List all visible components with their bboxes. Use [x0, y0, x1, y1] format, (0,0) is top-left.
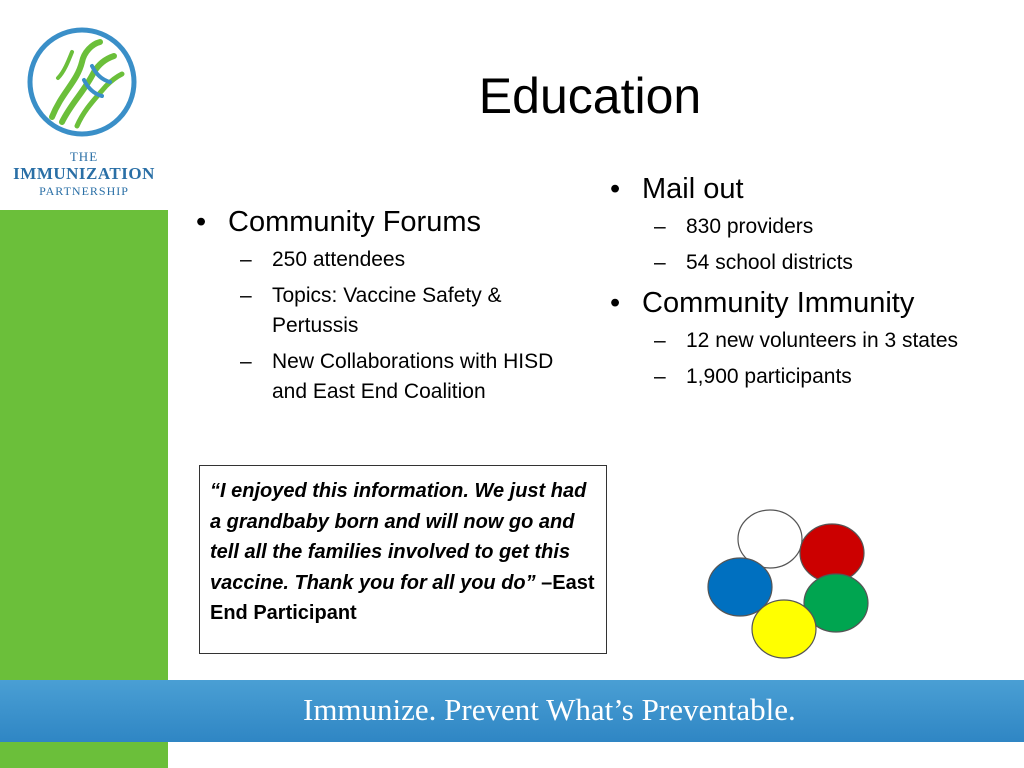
sub-bullet-text: Topics: Vaccine Safety & Pertussis — [272, 284, 502, 337]
logo — [0, 0, 168, 210]
bullet-dot-icon: • — [610, 287, 621, 319]
sub-bullet-text: 12 new volunteers in 3 states — [686, 329, 958, 352]
community-immunity-circles-icon — [700, 505, 870, 660]
immunization-partnership-logo-icon — [22, 22, 142, 142]
slide-title: Education — [478, 68, 702, 124]
sub-bullet-text: 250 attendees — [272, 248, 406, 271]
sub-bullet — [186, 281, 576, 341]
sub-bullet — [600, 212, 990, 242]
bullet-dot-icon: • — [196, 206, 207, 238]
bullet-mail-out — [600, 170, 990, 208]
footer-banner — [0, 680, 1024, 742]
quote-text: “I enjoyed this information. We just had a grandbaby born and will now go and tell all the families involved to get this vaccine. Thank you for all you do” — [210, 480, 587, 594]
testimonial-quote-box — [199, 465, 607, 654]
sub-bullet-text: 1,900 participants — [686, 365, 852, 388]
dash-icon: – — [654, 365, 666, 388]
dash-icon: – — [654, 251, 666, 274]
left-bullet-list — [186, 203, 576, 413]
sub-bullet — [600, 362, 990, 392]
bullet-text: Mail out — [642, 173, 744, 205]
sub-bullet — [600, 326, 990, 356]
sub-bullet-text: 830 providers — [686, 215, 814, 238]
dash-icon: – — [654, 215, 666, 238]
quote-attribution: –East End Participant — [210, 571, 595, 624]
dash-icon: – — [240, 284, 252, 307]
dash-icon: – — [240, 350, 252, 373]
bullet-community-forums — [186, 203, 576, 241]
sub-bullet — [186, 347, 576, 407]
sub-bullet — [186, 245, 576, 275]
right-bullet-list — [600, 170, 990, 398]
dash-icon: – — [240, 248, 252, 271]
bullet-dot-icon: • — [610, 173, 621, 205]
dash-icon: – — [654, 329, 666, 352]
logo-text-partnership: PARTNERSHIP — [39, 184, 129, 198]
bullet-text: Community Forums — [228, 206, 481, 238]
logo-text-the: THE — [69, 149, 99, 164]
bullet-community-immunity — [600, 284, 990, 322]
sub-bullet-text: 54 school districts — [686, 251, 853, 274]
logo-text-immunization: IMMUNIZATION — [13, 164, 155, 183]
sub-bullet — [600, 248, 990, 278]
bullet-text: Community Immunity — [642, 287, 915, 319]
footer-tagline: Immunize. Prevent What’s Preventable. — [303, 692, 796, 727]
sub-bullet-text: New Collaborations with HISD and East End Coalition — [272, 350, 554, 403]
